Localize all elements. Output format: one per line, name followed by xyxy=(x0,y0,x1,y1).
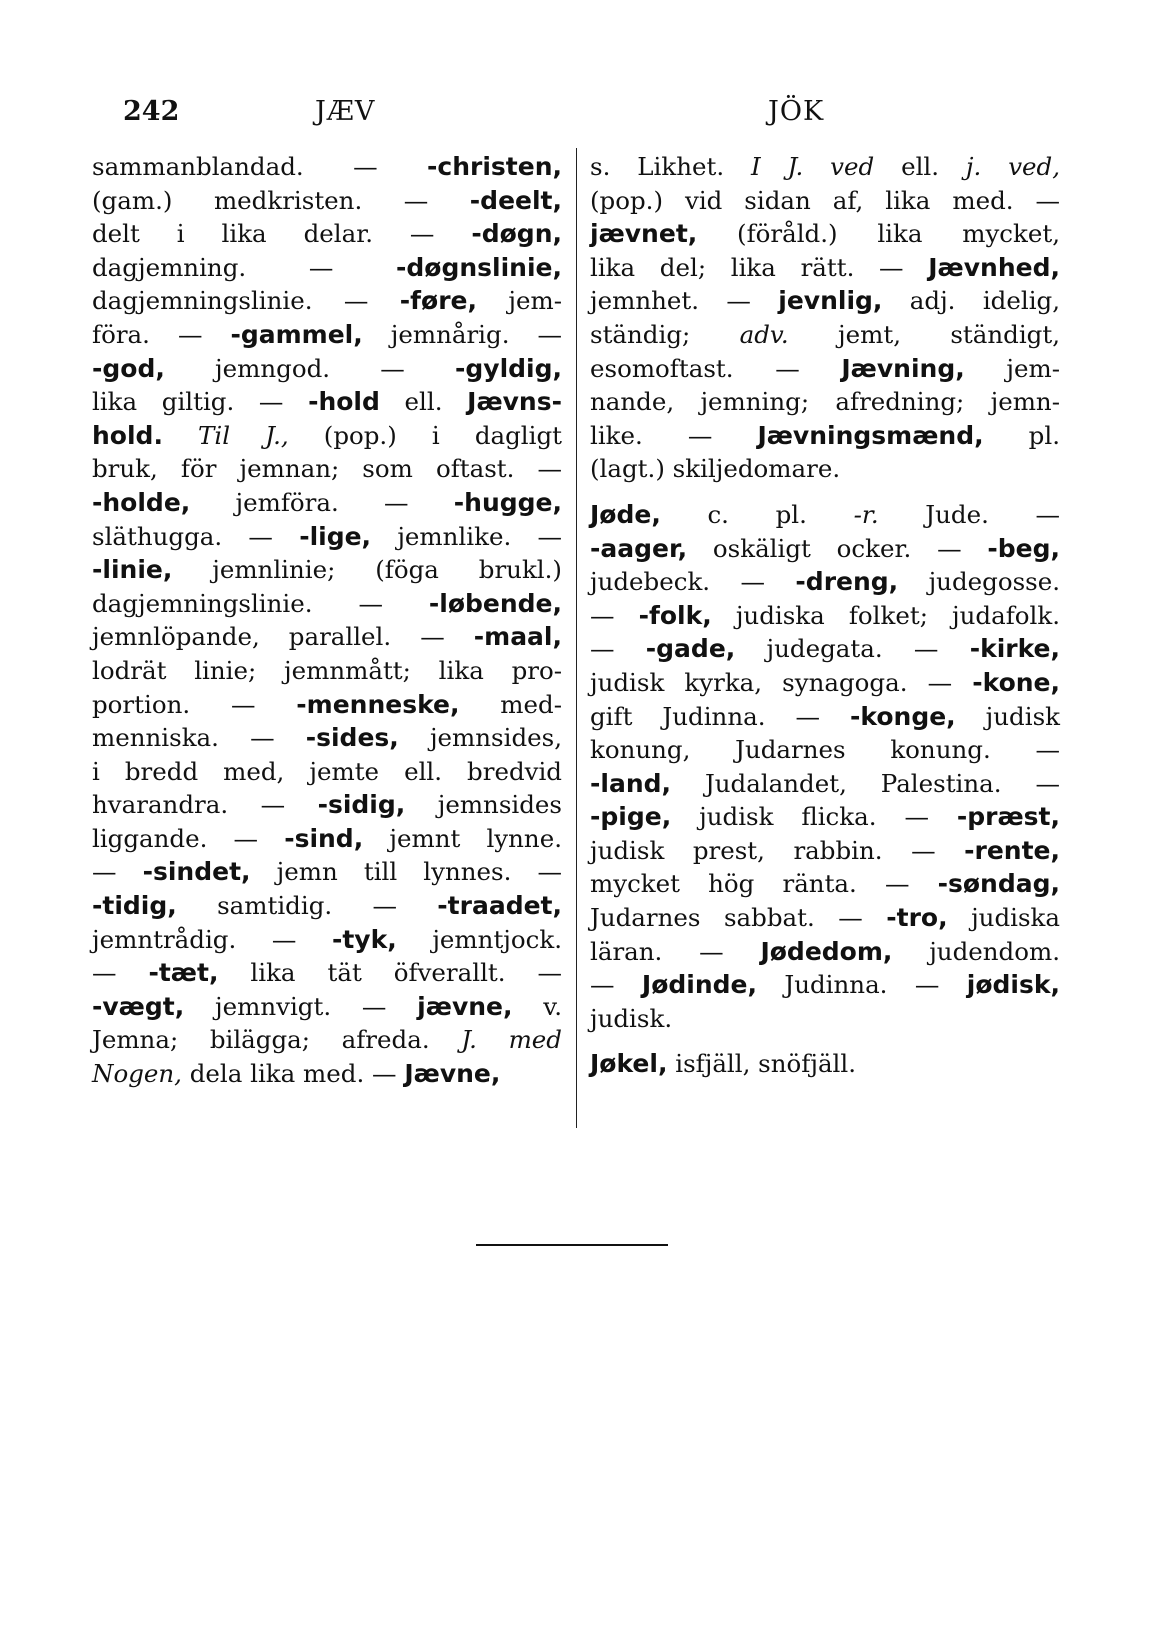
guide-word-left: JÆV xyxy=(315,96,376,127)
headword: -sind, xyxy=(284,823,364,853)
text-line xyxy=(92,217,562,251)
text-line xyxy=(590,867,1060,901)
headword: -hold xyxy=(308,387,380,417)
italic-text: j. ved, xyxy=(965,152,1061,181)
headword: hold. xyxy=(92,420,163,450)
text-line xyxy=(590,1047,1060,1081)
headword: -pige, xyxy=(590,802,672,832)
headword: -føre, xyxy=(399,286,477,316)
italic-text: Til J., xyxy=(198,420,289,450)
headword: jævnet, xyxy=(590,219,698,249)
text-line xyxy=(92,721,562,755)
definition-text: s. Likhet. xyxy=(590,152,751,181)
definition-text: dela lika med. — xyxy=(181,1059,405,1089)
definition-text: judisk. xyxy=(590,1003,673,1033)
headword: -præst, xyxy=(956,802,1060,832)
text-line xyxy=(590,666,1060,700)
headword: Jævns- xyxy=(467,387,562,417)
definition-text: jemn till lynnes. — xyxy=(250,857,562,887)
text-line xyxy=(92,553,562,587)
headword: Jævne, xyxy=(404,1059,501,1089)
text-line xyxy=(590,150,1060,184)
text-line xyxy=(92,419,562,453)
headword: -holde, xyxy=(92,487,191,517)
headword: Jøde, xyxy=(590,499,661,529)
text-line xyxy=(92,755,562,789)
text-line xyxy=(590,318,1060,352)
text-line xyxy=(590,901,1060,935)
definition-text: Jemna; bilägga; afreda. xyxy=(92,1025,462,1055)
definition-text: jemnhet. — xyxy=(590,286,779,316)
definition-text: jemnvigt. — xyxy=(184,991,418,1021)
headword: Jøkel, xyxy=(590,1049,668,1079)
headword: -aager, xyxy=(590,533,688,563)
headword: -vægt, xyxy=(92,991,185,1021)
headword: -deelt, xyxy=(469,185,562,215)
definition-text: like. — xyxy=(590,420,758,450)
definition-text: mycket hög ränta. — xyxy=(590,869,938,899)
definition-text: sammanblandad. — xyxy=(92,152,428,181)
definition-text: judisk flicka. — xyxy=(671,802,957,832)
definition-text: c. pl. xyxy=(660,499,854,529)
text-line xyxy=(590,498,1060,532)
text-line xyxy=(590,1002,1060,1036)
text-line xyxy=(92,1023,562,1057)
headword: Jødinde, xyxy=(641,970,757,1000)
headword: jødisk, xyxy=(966,970,1060,1000)
text-line xyxy=(92,956,562,990)
text-line xyxy=(590,452,1060,486)
headword: -løbende, xyxy=(428,588,562,618)
definition-text: adj. idelig, xyxy=(882,286,1060,316)
headword: -kirke, xyxy=(969,634,1060,664)
text-line xyxy=(92,385,562,419)
text-line xyxy=(590,935,1060,969)
definition-text: jemntrådig. — xyxy=(92,924,332,954)
headword: -sindet, xyxy=(142,857,251,887)
text-line xyxy=(92,788,562,822)
headword: -menneske, xyxy=(296,689,460,719)
text-line xyxy=(590,767,1060,801)
text-line xyxy=(92,452,562,486)
headword: -tidig, xyxy=(92,891,177,921)
definition-text: lika del; lika rätt. — xyxy=(590,252,929,282)
headword: -tro, xyxy=(886,903,948,933)
italic-text: I J. ved xyxy=(751,152,875,181)
footer-rule xyxy=(476,1244,668,1246)
headword: -sides, xyxy=(305,723,399,753)
definition-text: dagjemningslinie. — xyxy=(92,588,429,618)
definition-text: släthugga. — xyxy=(92,521,300,551)
definition-text: judiska folket; judafolk. xyxy=(711,600,1060,630)
italic-text: adv. xyxy=(739,319,789,349)
definition-text: jemntjock. xyxy=(396,924,562,954)
headword: -døgn, xyxy=(471,219,562,249)
definition-text: föra. — xyxy=(92,319,231,349)
definition-text: Judarnes sabbat. — xyxy=(590,903,887,933)
headword: jævne, xyxy=(417,991,513,1021)
definition-text: portion. — xyxy=(92,689,297,719)
definition-text: hvarandra. — xyxy=(92,790,318,820)
definition-text: konung, Judarnes konung. — xyxy=(590,735,1060,765)
headword: -konge, xyxy=(850,701,956,731)
definition-text: (pop.) i dagligt xyxy=(288,420,562,450)
headword: jevnlig, xyxy=(778,286,883,316)
text-line xyxy=(590,733,1060,767)
headword: -traadet, xyxy=(437,891,562,921)
headword: -gammel, xyxy=(230,319,363,349)
paragraph-gap xyxy=(590,1035,1060,1047)
definition-text: — xyxy=(92,857,143,887)
headword: -folk, xyxy=(638,600,712,630)
headword: -beg, xyxy=(987,533,1060,563)
text-line xyxy=(590,217,1060,251)
definition-text: nande, jemning; afredning; jemn- xyxy=(590,387,1060,417)
definition-text: delt i lika delar. — xyxy=(92,219,472,249)
left-column xyxy=(92,150,562,1091)
text-line xyxy=(590,419,1060,453)
definition-text: ell. xyxy=(379,387,468,417)
definition-text: judegata. — xyxy=(735,634,970,664)
text-line xyxy=(590,834,1060,868)
headword: -døgnslinie, xyxy=(396,252,562,282)
definition-text: judendom. xyxy=(892,936,1061,966)
definition-text: Judinna. — xyxy=(757,970,967,1000)
right-column xyxy=(590,150,1060,1081)
text-line xyxy=(590,385,1060,419)
definition-text: jemnt lynne. xyxy=(363,823,562,853)
headword: Jævning, xyxy=(841,353,965,383)
definition-text: menniska. — xyxy=(92,723,306,753)
definition-text: jemnsides xyxy=(405,790,562,820)
paragraph-gap xyxy=(590,486,1060,498)
italic-text: Nogen, xyxy=(92,1059,182,1089)
definition-text: jemföra. — xyxy=(190,487,454,517)
headword: -kone, xyxy=(972,667,1060,697)
definition-text: esomoftast. — xyxy=(590,353,842,383)
headword: -hugge, xyxy=(453,487,562,517)
text-line xyxy=(92,587,562,621)
definition-text xyxy=(163,421,198,450)
definition-text: jem- xyxy=(477,286,562,316)
definition-text: samtidig. — xyxy=(176,891,438,921)
definition-text: ständig; xyxy=(590,319,740,349)
definition-text: Jude. — xyxy=(878,499,1060,529)
text-line xyxy=(590,251,1060,285)
definition-text: liggande. — xyxy=(92,823,285,853)
text-line xyxy=(590,532,1060,566)
definition-text: ell. xyxy=(874,152,966,181)
definition-text: lika tät öfverallt. — xyxy=(218,958,562,988)
definition-text: (lagt.) skiljedomare. xyxy=(590,454,841,484)
headword: Jævnhed, xyxy=(928,252,1060,282)
headword: -tæt, xyxy=(148,958,219,988)
text-line xyxy=(590,599,1060,633)
definition-text: jemnlinie; (föga brukl.) xyxy=(172,555,562,585)
headword: -dreng, xyxy=(795,567,899,597)
headword: Jødedom, xyxy=(760,936,893,966)
definition-text: jemnårig. — xyxy=(362,319,563,349)
text-line xyxy=(590,632,1060,666)
text-line xyxy=(92,318,562,352)
definition-text: — xyxy=(92,958,149,988)
definition-text: — xyxy=(590,970,642,1000)
definition-text: jemnsides, xyxy=(398,723,562,753)
text-line xyxy=(590,700,1060,734)
headword: -sidig, xyxy=(317,790,406,820)
definition-text: pl. xyxy=(983,420,1060,450)
headword: -tyk, xyxy=(331,924,397,954)
headword: -god, xyxy=(92,353,165,383)
page-number: 242 xyxy=(123,96,180,127)
definition-text: med- xyxy=(459,689,562,719)
text-line xyxy=(92,251,562,285)
definition-text: judisk kyrka, synagoga. — xyxy=(590,667,973,697)
guide-word-right: JÖK xyxy=(768,96,825,127)
headword: -rente, xyxy=(964,835,1060,865)
definition-text: bruk, för jemnan; som oftast. — xyxy=(92,454,562,484)
text-line xyxy=(590,565,1060,599)
definition-text: lodrät linie; jemnmått; lika pro- xyxy=(92,655,562,685)
text-line xyxy=(92,688,562,722)
definition-text: (föråld.) lika mycket, xyxy=(697,219,1060,249)
definition-text: v. xyxy=(512,991,562,1021)
definition-text: judisk xyxy=(955,701,1060,731)
definition-text: — xyxy=(590,600,639,630)
text-line xyxy=(92,184,562,218)
text-line xyxy=(92,352,562,386)
headword: Jævningsmænd, xyxy=(757,420,984,450)
text-line xyxy=(92,284,562,318)
definition-text: i bredd med, jemte ell. bredvid xyxy=(92,756,562,786)
definition-text: dagjemning. — xyxy=(92,252,397,282)
definition-text: jem- xyxy=(964,353,1060,383)
definition-text: judegosse. xyxy=(898,567,1061,597)
headword: -maal, xyxy=(473,622,562,652)
text-line xyxy=(92,822,562,856)
definition-text: judisk prest, rabbin. — xyxy=(590,835,965,865)
italic-text: J. med xyxy=(461,1025,562,1055)
headword: -linie, xyxy=(92,555,173,585)
text-line xyxy=(92,1057,562,1091)
text-line xyxy=(92,990,562,1024)
text-line xyxy=(92,855,562,889)
text-line xyxy=(92,486,562,520)
text-line xyxy=(590,184,1060,218)
definition-text: gift Judinna. — xyxy=(590,701,851,731)
text-line xyxy=(590,284,1060,318)
text-line xyxy=(92,620,562,654)
text-line xyxy=(590,968,1060,1002)
definition-text: jemnlöpande, parallel. — xyxy=(92,622,474,652)
column-divider xyxy=(576,148,577,1128)
text-line xyxy=(92,520,562,554)
headword: -lige, xyxy=(299,521,372,551)
definition-text: (pop.) vid sidan af, lika med. — xyxy=(590,185,1060,215)
definition-text: jemngod. — xyxy=(164,353,455,383)
text-line xyxy=(92,923,562,957)
definition-text: judiska xyxy=(947,903,1060,933)
page-header xyxy=(0,90,1152,140)
definition-text: judebeck. — xyxy=(590,567,796,597)
definition-text: Judalandet, Palestina. — xyxy=(671,768,1060,798)
headword: -land, xyxy=(590,768,672,798)
definition-text: (gam.) medkristen. — xyxy=(92,185,470,215)
text-line xyxy=(92,889,562,923)
definition-text: lika giltig. — xyxy=(92,387,309,417)
headword: -christen, xyxy=(427,152,562,181)
definition-text: jemnlike. — xyxy=(371,521,562,551)
headword: -søndag, xyxy=(937,869,1060,899)
text-line xyxy=(92,654,562,688)
definition-text: jemt, ständigt, xyxy=(788,319,1060,349)
definition-text: läran. — xyxy=(590,936,761,966)
definition-text: oskäligt ocker. — xyxy=(687,533,988,563)
headword: -gade, xyxy=(645,634,736,664)
italic-text: -r. xyxy=(853,499,879,529)
text-line xyxy=(92,150,562,184)
definition-text: isfjäll, snöfjäll. xyxy=(667,1049,857,1079)
text-line xyxy=(590,352,1060,386)
definition-text: — xyxy=(590,634,646,664)
text-line xyxy=(590,800,1060,834)
definition-text: dagjemningslinie. — xyxy=(92,286,400,316)
headword: -gyldig, xyxy=(455,353,562,383)
